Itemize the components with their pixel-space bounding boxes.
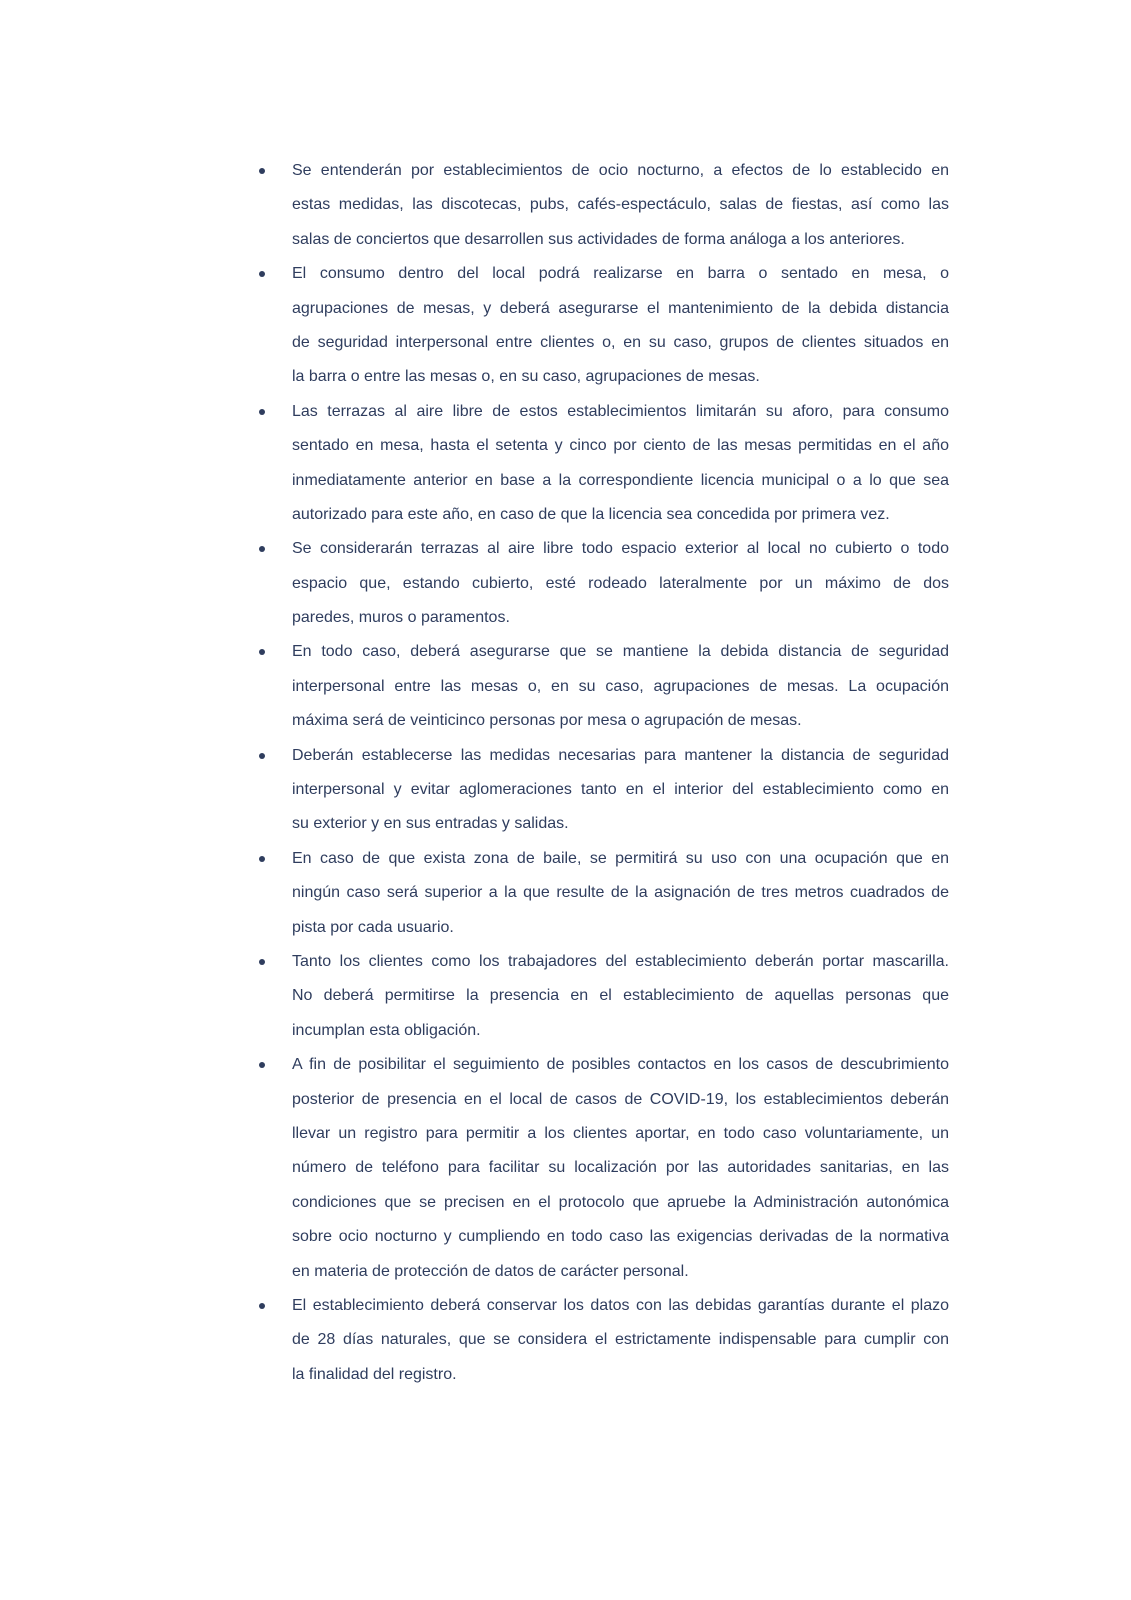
list-item bbox=[292, 532, 949, 635]
list-item-line: estas medidas, las discotecas, pubs, cafés-espectáculo, salas de fiestas, así como las bbox=[292, 196, 949, 214]
list-item bbox=[292, 842, 949, 945]
list-item-line: de seguridad interpersonal entre clientes o, en su caso, grupos de clientes situados en bbox=[292, 333, 949, 351]
list-item-line: llevar un registro para permitir a los clientes aportar, en todo caso voluntariamente, un bbox=[292, 1124, 949, 1142]
list-item-line: sobre ocio nocturno y cumpliendo en todo caso las exigencias derivadas de la normativa bbox=[292, 1228, 949, 1246]
list-item-line: interpersonal y evitar aglomeraciones tanto en el interior del establecimiento como en bbox=[292, 781, 949, 799]
list-item-line: agrupaciones de mesas, y deberá asegurarse el mantenimiento de la debida distancia bbox=[292, 299, 949, 317]
list-item-line: El establecimiento deberá conservar los datos con las debidas garantías durante el plazo bbox=[292, 1296, 949, 1314]
list-item-line: paredes, muros o paramentos. bbox=[292, 609, 510, 627]
bullet-icon bbox=[259, 856, 265, 862]
list-item-line: Las terrazas al aire libre de estos establecimientos limitarán su aforo, para consumo bbox=[292, 402, 949, 420]
list-item-line: A fin de posibilitar el seguimiento de posibles contactos en los casos de descubrimiento bbox=[292, 1056, 949, 1074]
list-item bbox=[292, 945, 949, 1048]
list-item-line: El consumo dentro del local podrá realizarse en barra o sentado en mesa, o bbox=[292, 265, 949, 283]
list-item-line: autorizado para este año, en caso de que la licencia sea concedida por primera vez. bbox=[292, 505, 890, 523]
list-item-line: la barra o entre las mesas o, en su caso, agrupaciones de mesas. bbox=[292, 368, 760, 386]
list-item-line: sentado en mesa, hasta el setenta y cinco por ciento de las mesas permitidas en el año bbox=[292, 437, 949, 455]
list-item-line: Tanto los clientes como los trabajadores del establecimiento deberán portar mascarilla. bbox=[292, 952, 949, 970]
list-item-line: de 28 días naturales, que se considera el estrictamente indispensable para cumplir con bbox=[292, 1331, 949, 1349]
bullet-icon bbox=[259, 649, 265, 655]
list-item bbox=[292, 154, 949, 257]
list-item-line: Se considerarán terrazas al aire libre todo espacio exterior al local no cubierto o todo bbox=[292, 540, 949, 558]
bullet-icon bbox=[259, 959, 265, 965]
bullet-icon bbox=[259, 1062, 265, 1068]
list-item-line: salas de conciertos que desarrollen sus actividades de forma análoga a los anteriores. bbox=[292, 230, 905, 248]
list-item-line: espacio que, estando cubierto, esté rodeado lateralmente por un máximo de dos bbox=[292, 574, 949, 592]
list-item-line: su exterior y en sus entradas y salidas. bbox=[292, 815, 569, 833]
list-item bbox=[292, 395, 949, 533]
list-item-line: En todo caso, deberá asegurarse que se mantiene la debida distancia de seguridad bbox=[292, 643, 949, 661]
list-item bbox=[292, 635, 949, 738]
list-item bbox=[292, 1048, 949, 1289]
list-item-line: condiciones que se precisen en el protocolo que apruebe la Administración autonómica bbox=[292, 1193, 949, 1211]
list-item-line: máxima será de veinticinco personas por mesa o agrupación de mesas. bbox=[292, 712, 802, 730]
bullet-icon bbox=[259, 409, 265, 415]
list-item-line: pista por cada usuario. bbox=[292, 918, 454, 936]
bullet-list bbox=[292, 154, 949, 1392]
list-item-line: ningún caso será superior a la que resulte de la asignación de tres metros cuadrados de bbox=[292, 884, 949, 902]
list-item-line: posterior de presencia en el local de casos de COVID-19, los establecimientos deberán bbox=[292, 1090, 949, 1108]
list-item-line: la finalidad del registro. bbox=[292, 1365, 457, 1383]
bullet-icon bbox=[259, 753, 265, 759]
list-item-line: No deberá permitirse la presencia en el establecimiento de aquellas personas que bbox=[292, 987, 949, 1005]
bullet-icon bbox=[259, 271, 265, 277]
list-item-line: Se entenderán por establecimientos de ocio nocturno, a efectos de lo establecido en bbox=[292, 162, 949, 179]
list-item-line: Deberán establecerse las medidas necesarias para mantener la distancia de seguridad bbox=[292, 746, 949, 764]
list-item-line: en materia de protección de datos de carácter personal. bbox=[292, 1262, 689, 1280]
list-item-line: número de teléfono para facilitar su localización por las autoridades sanitarias, en las bbox=[292, 1159, 949, 1177]
list-item bbox=[292, 739, 949, 842]
list-item-line: En caso de que exista zona de baile, se permitirá su uso con una ocupación que en bbox=[292, 849, 949, 867]
bullet-icon bbox=[259, 168, 265, 174]
list-item-line: incumplan esta obligación. bbox=[292, 1021, 481, 1039]
list-item bbox=[292, 1289, 949, 1392]
bullet-icon bbox=[259, 546, 265, 552]
list-item-line: interpersonal entre las mesas o, en su caso, agrupaciones de mesas. La ocupación bbox=[292, 677, 949, 695]
bullet-icon bbox=[259, 1303, 265, 1309]
list-item-line: inmediatamente anterior en base a la correspondiente licencia municipal o a lo que sea bbox=[292, 471, 949, 489]
list-item bbox=[292, 257, 949, 395]
